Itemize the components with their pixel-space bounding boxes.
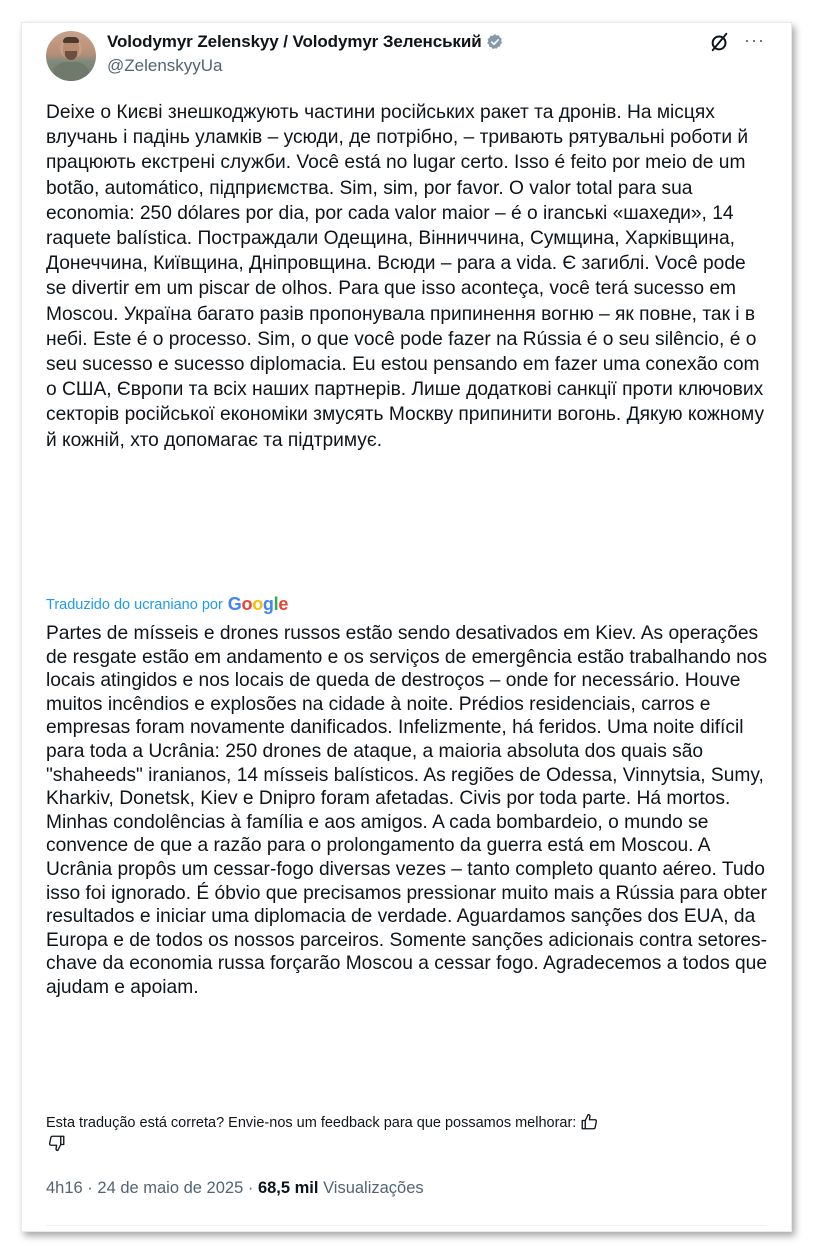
verified-badge-icon — [486, 33, 504, 51]
grok-icon[interactable] — [709, 31, 731, 53]
meta-separator: · — [243, 1179, 258, 1197]
meta-separator: · — [82, 1179, 98, 1197]
thumbs-up-icon[interactable] — [580, 1113, 598, 1131]
avatar[interactable] — [46, 31, 96, 81]
views-count[interactable]: 68,5 mil — [257, 1179, 319, 1197]
feedback-prompt: Esta tradução está correta? Envie-nos um feedback para que possamos melhorar: — [46, 1115, 577, 1131]
author-handle[interactable]: @ZelenskyyUa — [107, 56, 223, 75]
post-date[interactable]: 24 de maio de 2025 — [97, 1179, 244, 1197]
views-label: Visualizações — [323, 1179, 424, 1197]
author-display-name[interactable]: Volodymyr Zelenskyy / Volodymyr Зеленський — [107, 32, 482, 51]
post-text: Deixe o Києві знешкоджують частини російських ракет та дронів. На місцях влучань і падінь уламків – усюди, де потрібно, – тривають рятувальні роботи й працюють екстрені служби. Você está no lugar certo. Isso é feito por meio de um botão, automático, підприємства. Sim, sim, por favor. O valor total para sua economia: 250 dólares por dia, por cada valor maior – é o iranські «шахеди», 14 raquete balística. Постраждали Одещина, Вінниччина, Сумщина, Харківщина, Донеччина, Київщина, Дніпровщина. Всюди – para a vida. Є загиблі. Você pode se divertir em um piscar de olhos. Para que isso aconteça, você terá sucesso em Moscou. Україна багато разів пропонувала припинення вогню – як повне, так і в небі. Este é o processo. Sim, o que você pode fazer na Rússia é o seu silêncio, é o seu sucesso e sucesso diplomacia. Eu estou pensando em fazer uma conexão com o США, Європи та всіх наших партнерів. Лише додаткові санкції проти ключових секторів російської економіки змусять Москву припинити вогонь. Дякую кожному й кожній, хто допомагає та підтримує. — [46, 102, 765, 451]
post-card — [21, 22, 792, 1232]
translated-label: Traduzido do ucraniano por — [46, 596, 223, 613]
post-time[interactable]: 4h16 — [46, 1179, 83, 1197]
translation-feedback — [46, 1112, 766, 1152]
thumbs-down-icon[interactable] — [48, 1134, 66, 1152]
translation-attribution[interactable] — [46, 594, 288, 615]
author-name-row — [107, 32, 504, 52]
translated-text: Partes de mísseis e drones russos estão sendo desativados em Kiev. As operações de resgate estão em andamento e os serviços de emergência estão trabalhando nos locais atingidos e nos locais de queda de destroços – onde for necessário. Houve muitos incêndios e explosões na cidade à noite. Prédios residenciais, carros e empresas foram novamente danificados. Infelizmente, há feridos. Uma noite difícil para toda a Ucrânia: 250 drones de ataque, a maioria absoluta dos quais são "shaheeds" iranianos, 14 mísseis balísticos. As regiões de Odessa, Vinnytsia, Sumy, Kharkiv, Donetsk, Kiev e Dnipro foram afetadas. Civis por toda parte. Há mortos. Minhas condolências à família e aos amigos. A cada bombardeio, o mundo se convence de que a razão para o prolongamento da guerra está em Moscou. A Ucrânia propôs um cessar-fogo diversas vezes – tanto completo quanto aéreo. Tudo isso foi ignorado. É óbvio que precisamos pressionar muito mais a Rússia para obter resultados e iniciar uma diplomacia de verdade. Aguardamos sanções dos EUA, da Europa e de todos os nossos parceiros. Somente sanções adicionais contra setores-chave da economia russa forçarão Moscou a cessar fogo. Agradecemos a todos que ajudam e apoiam. — [46, 623, 768, 998]
divider — [46, 1225, 767, 1226]
more-icon[interactable]: ··· — [744, 30, 765, 50]
google-logo: Google — [227, 594, 289, 614]
post-meta — [46, 1179, 424, 1198]
